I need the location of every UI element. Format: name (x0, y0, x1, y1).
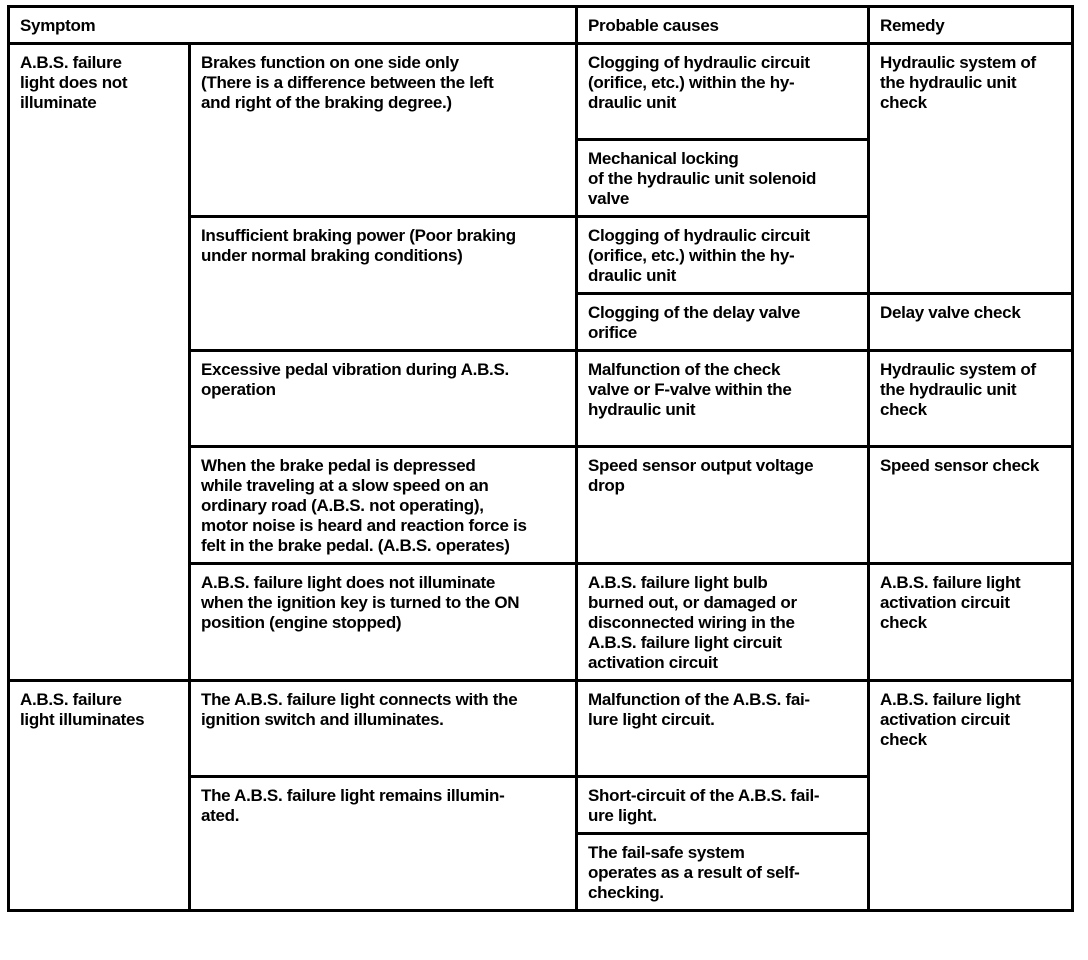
cause-cell: Clogging of the delay valve orifice (577, 294, 869, 351)
troubleshooting-table (7, 5, 1074, 912)
remedy-cell: Hydraulic system of the hydraulic unit check (869, 44, 1073, 294)
symptom-detail-cell: Excessive pedal vibration during A.B.S. operation (190, 351, 577, 447)
remedy-cell: A.B.S. failure light activation circuit check (869, 564, 1073, 681)
symptom-detail-cell: Insufficient braking power (Poor braking under normal braking conditions) (190, 217, 577, 351)
symptom-cell: A.B.S. failure light illuminates (9, 681, 190, 911)
symptom-detail-cell: The A.B.S. failure light remains illumin- ated. (190, 777, 577, 911)
table-row (9, 681, 1073, 777)
symptom-header: Symptom (9, 7, 577, 44)
symptom-detail-cell: Brakes function on one side only (There is a difference between the left and right of the braking degree.) (190, 44, 577, 217)
cause-cell: A.B.S. failure light bulb burned out, or damaged or disconnected wiring in the A.B.S. failure light circuit activation circuit (577, 564, 869, 681)
symptom-detail-cell: The A.B.S. failure light connects with the ignition switch and illuminates. (190, 681, 577, 777)
cause-cell: Malfunction of the check valve or F-valve within the hydraulic unit (577, 351, 869, 447)
symptom-cell: A.B.S. failure light does not illuminate (9, 44, 190, 681)
causes-header: Probable causes (577, 7, 869, 44)
symptom-detail-cell: A.B.S. failure light does not illuminate when the ignition key is turned to the ON position (engine stopped) (190, 564, 577, 681)
cause-cell: Speed sensor output voltage drop (577, 447, 869, 564)
remedy-cell: Hydraulic system of the hydraulic unit check (869, 351, 1073, 447)
header-row (9, 7, 1073, 44)
symptom-detail-cell: When the brake pedal is depressed while traveling at a slow speed on an ordinary road (A.B.S. not operating), motor noise is heard and reaction force is felt in the brake pedal. (A.B.S. operates) (190, 447, 577, 564)
cause-cell: Malfunction of the A.B.S. fai- lure light circuit. (577, 681, 869, 777)
cause-cell: Short-circuit of the A.B.S. fail- ure light. (577, 777, 869, 834)
table-row (9, 44, 1073, 140)
remedy-header: Remedy (869, 7, 1073, 44)
remedy-cell: Speed sensor check (869, 447, 1073, 564)
cause-cell: Clogging of hydraulic circuit (orifice, etc.) within the hy- draulic unit (577, 217, 869, 294)
remedy-cell: A.B.S. failure light activation circuit check (869, 681, 1073, 911)
cause-cell: Mechanical locking of the hydraulic unit solenoid valve (577, 140, 869, 217)
cause-cell: Clogging of hydraulic circuit (orifice, etc.) within the hy- draulic unit (577, 44, 869, 140)
cause-cell: The fail-safe system operates as a result of self- checking. (577, 834, 869, 911)
remedy-cell: Delay valve check (869, 294, 1073, 351)
